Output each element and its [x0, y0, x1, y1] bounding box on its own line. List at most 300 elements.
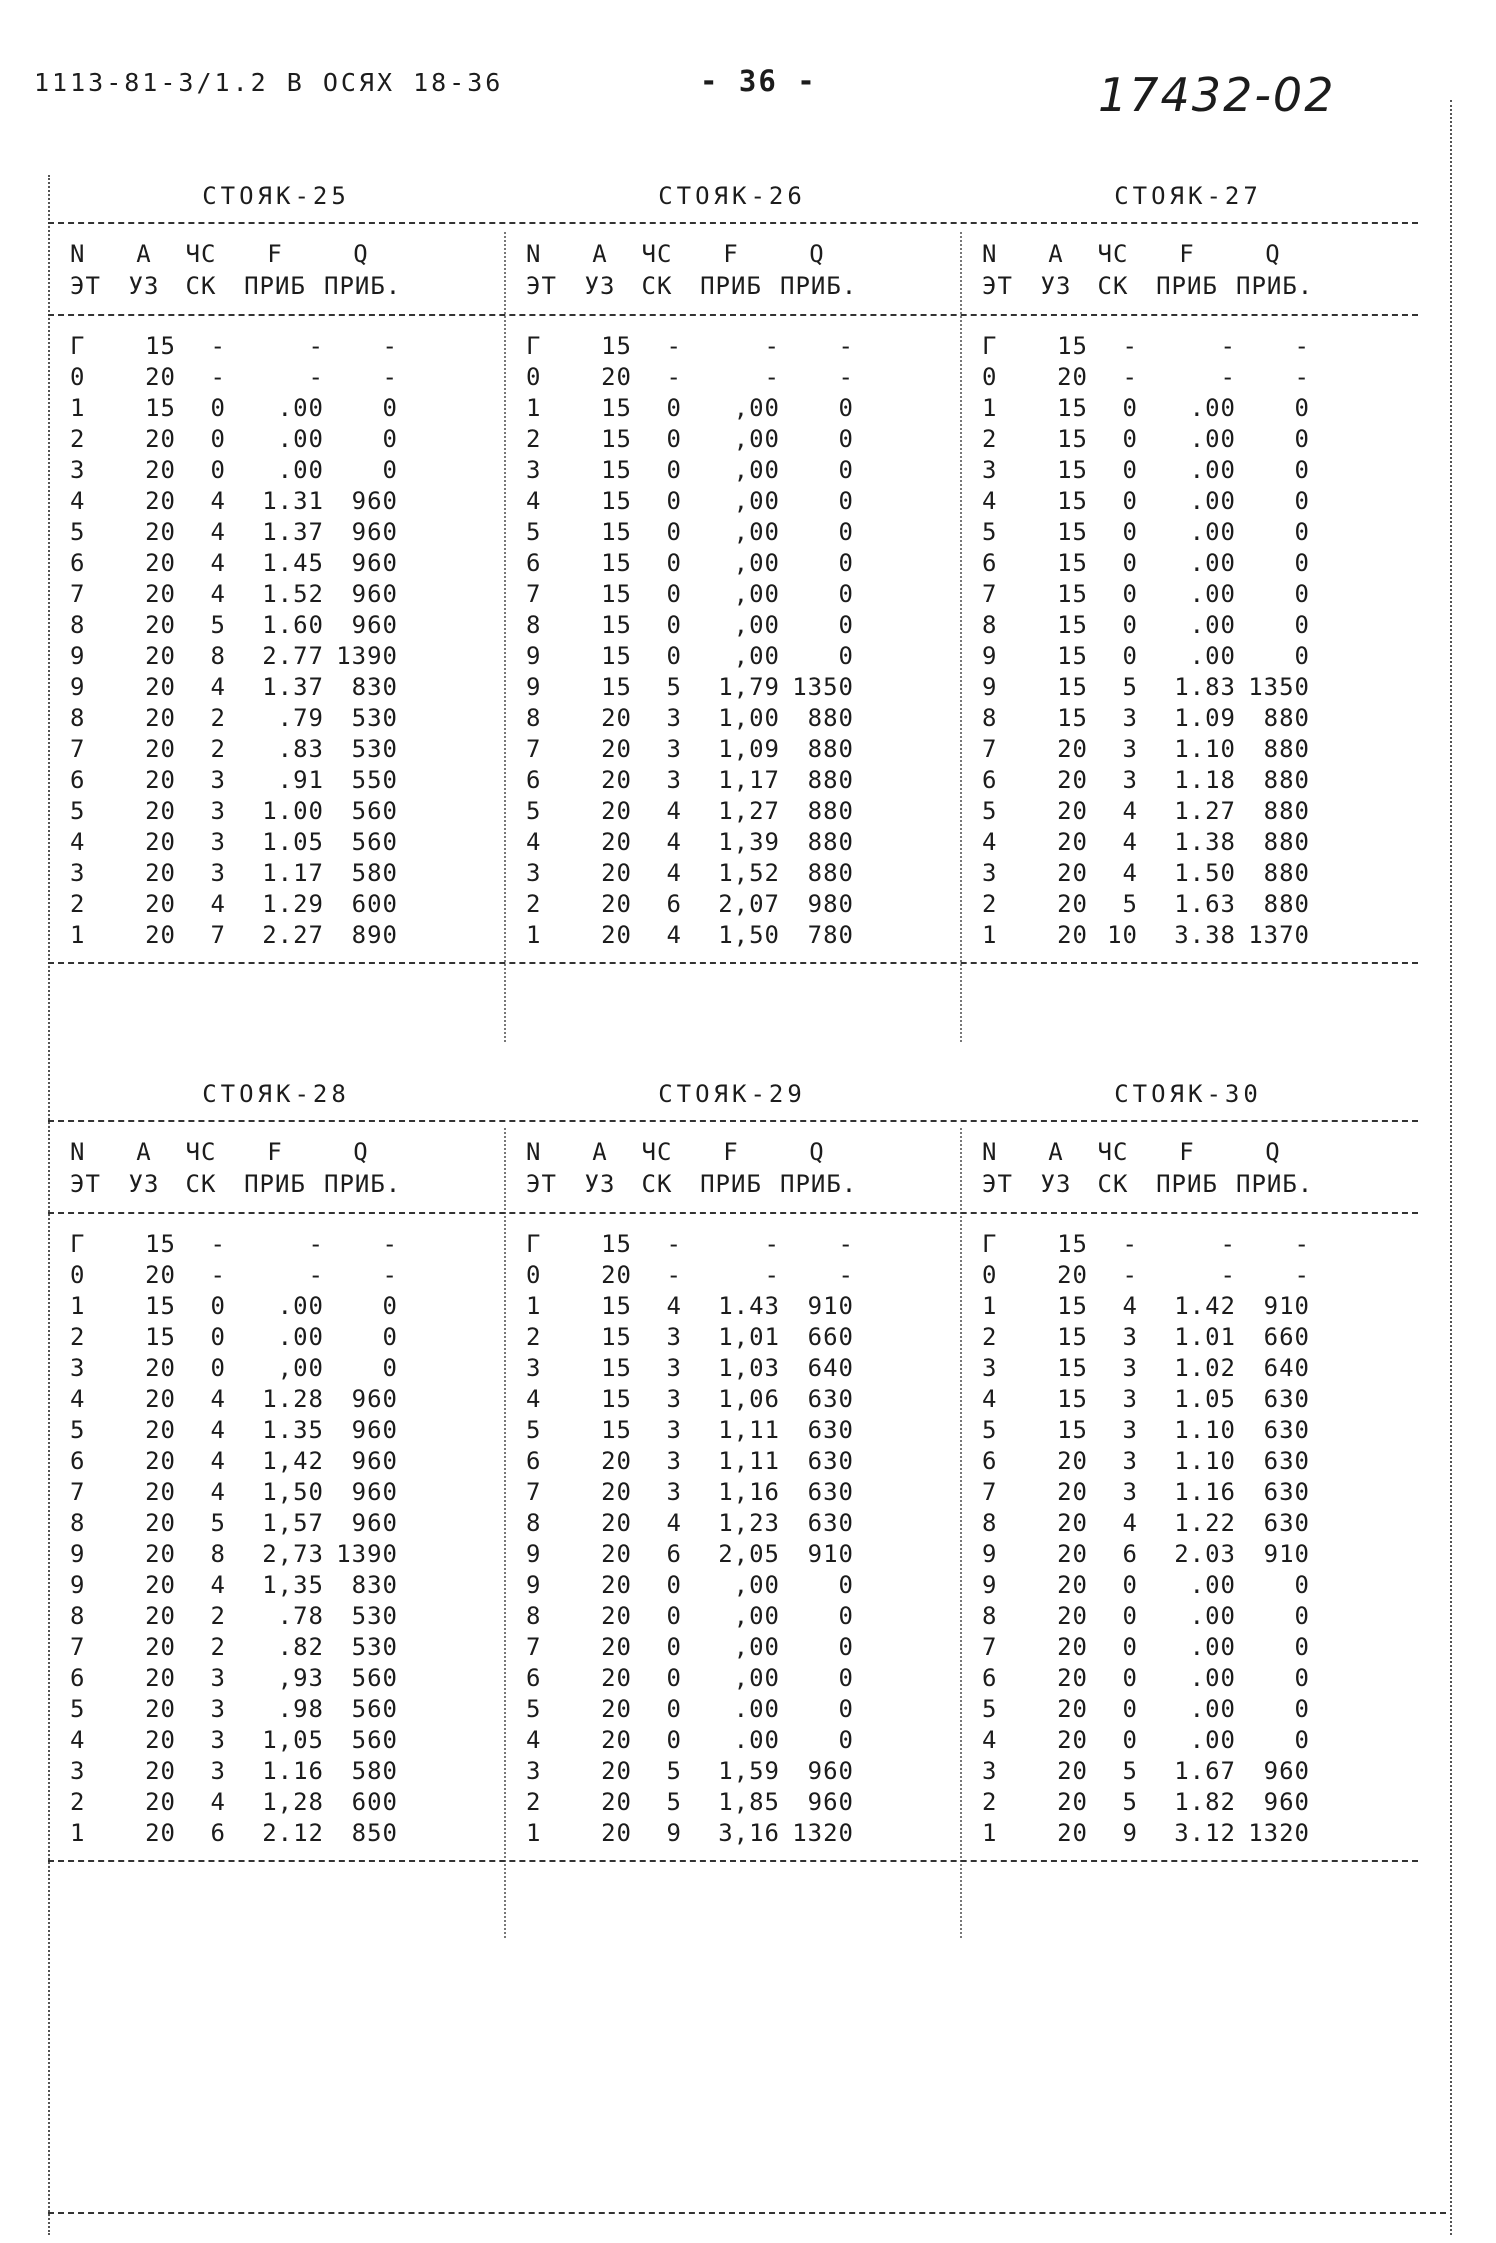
- table-cell: 15: [1057, 486, 1088, 515]
- table-cell: 530: [351, 734, 398, 763]
- table-cell: 20: [145, 1260, 176, 1289]
- table-cell: 960: [351, 610, 398, 639]
- stoyak-row-block: [504, 673, 960, 701]
- stoyak-row-block: [48, 1354, 504, 1382]
- table-cell: 1: [526, 920, 542, 949]
- table-cell: 1.09: [1174, 703, 1236, 732]
- table-cell: 1.42: [1174, 1291, 1236, 1320]
- column-header: ПРИБ.: [780, 1170, 858, 1198]
- table-cell: -: [838, 362, 854, 391]
- table-cell: 0: [666, 517, 682, 546]
- table-cell: 0: [1294, 517, 1310, 546]
- table-cell: 1,27: [718, 796, 780, 825]
- table-cell: 1,35: [262, 1570, 324, 1599]
- table-cell: Г: [70, 331, 86, 360]
- table-cell: 560: [351, 796, 398, 825]
- table-cell: 960: [351, 1477, 398, 1506]
- table-cell: 0: [1294, 1725, 1310, 1754]
- table-cell: 0: [666, 610, 682, 639]
- column-header: А: [592, 240, 608, 268]
- table-cell: 3: [526, 455, 542, 484]
- table-cell: 8: [526, 1508, 542, 1537]
- table-cell: 2: [70, 1322, 86, 1351]
- table-cell: 1: [526, 1291, 542, 1320]
- table-cell: 0: [1294, 1601, 1310, 1630]
- table-cell: 8: [70, 1508, 86, 1537]
- table-cell: 8: [526, 1601, 542, 1630]
- table-cell: 15: [601, 1291, 632, 1320]
- column-header: СК: [185, 1170, 217, 1198]
- table-cell: 1,52: [718, 858, 780, 887]
- table-cell: 2: [210, 1632, 226, 1661]
- table-cell: 20: [601, 1756, 632, 1785]
- table-cell: 2,07: [718, 889, 780, 918]
- table-cell: 5: [70, 1694, 86, 1723]
- table-cell: 630: [807, 1415, 854, 1444]
- document-code: 1113-81-3/1.2 В ОСЯХ 18-36: [34, 68, 504, 97]
- table-cell: 0: [1294, 1570, 1310, 1599]
- table-cell: 15: [601, 672, 632, 701]
- table-cell: 20: [601, 1477, 632, 1506]
- table-cell: .91: [277, 765, 324, 794]
- stoyak-row-block: [960, 921, 1416, 949]
- table-cell: 0: [666, 579, 682, 608]
- table-cell: 8: [70, 703, 86, 732]
- table-cell: 830: [351, 672, 398, 701]
- table-cell: 15: [1057, 424, 1088, 453]
- table-cell: 3: [666, 765, 682, 794]
- stoyak-row-block: [504, 1602, 960, 1630]
- stoyak-titles: [48, 170, 1418, 210]
- table-cell: .00: [1189, 486, 1236, 515]
- table-row: [48, 609, 1418, 640]
- table-cell: 4: [210, 889, 226, 918]
- table-row: [48, 857, 1418, 888]
- table-cell: 15: [145, 1322, 176, 1351]
- column-header-block: [504, 1138, 960, 1166]
- table-cell: 2.77: [262, 641, 324, 670]
- stoyak-row-block: [960, 487, 1416, 515]
- table-cell: -: [1220, 331, 1236, 360]
- stoyak-row-block: [48, 1540, 504, 1568]
- table-cell: 5: [526, 796, 542, 825]
- column-header: СК: [185, 272, 217, 300]
- table-cell: 0: [838, 1601, 854, 1630]
- column-header-block: [504, 1170, 960, 1198]
- table-cell: 3: [526, 1756, 542, 1785]
- table-cell: .78: [277, 1601, 324, 1630]
- table-cell: 7: [526, 1632, 542, 1661]
- table-cell: 20: [601, 1601, 632, 1630]
- stoyak-row-block: [960, 1757, 1416, 1785]
- table-cell: .98: [277, 1694, 324, 1723]
- stoyak-row-block: [48, 921, 504, 949]
- stoyak-row-block: [960, 642, 1416, 670]
- table-cell: 20: [1057, 734, 1088, 763]
- column-header-row: [48, 270, 1418, 302]
- table-cell: 0: [838, 1663, 854, 1692]
- table-cell: 1,57: [262, 1508, 324, 1537]
- table-cell: 630: [1263, 1384, 1310, 1413]
- table-cell: ,00: [733, 486, 780, 515]
- table-cell: 20: [1057, 1260, 1088, 1289]
- table-cell: 1,06: [718, 1384, 780, 1413]
- table-cell: .00: [277, 1322, 324, 1351]
- table-cell: 8: [210, 641, 226, 670]
- table-cell: 3: [210, 1725, 226, 1754]
- column-header: Q: [353, 1138, 369, 1166]
- table-cell: 1,59: [718, 1756, 780, 1785]
- table-cell: 7: [210, 920, 226, 949]
- table-cell: 3: [1122, 1477, 1138, 1506]
- table-cell: 1: [70, 1818, 86, 1847]
- table-cell: 5: [1122, 1756, 1138, 1785]
- table-cell: 0: [382, 1291, 398, 1320]
- table-cell: 640: [807, 1353, 854, 1382]
- table-cell: 630: [1263, 1477, 1310, 1506]
- table-cell: 1.27: [1174, 796, 1236, 825]
- table-cell: -: [382, 1260, 398, 1289]
- table-cell: 880: [807, 703, 854, 732]
- stoyak-row-block: [48, 1447, 504, 1475]
- page-bottom-rule: [48, 2212, 1446, 2214]
- table-cell: 2: [210, 1601, 226, 1630]
- table-cell: 9: [982, 1539, 998, 1568]
- stoyak-row-block: [48, 518, 504, 546]
- stoyak-row-block: [960, 611, 1416, 639]
- column-header: ПРИБ: [700, 272, 762, 300]
- table-cell: 0: [1122, 455, 1138, 484]
- table-cell: -: [666, 1260, 682, 1289]
- column-header-block: [48, 1170, 504, 1198]
- stoyak-row-block: [48, 456, 504, 484]
- column-header: ПРИБ.: [324, 272, 402, 300]
- table-cell: 0: [1122, 548, 1138, 577]
- table-row: [48, 454, 1418, 485]
- stoyak-row-block: [504, 1571, 960, 1599]
- stoyak-row-block: [48, 797, 504, 825]
- table-cell: 0: [666, 455, 682, 484]
- table-cell: 0: [382, 393, 398, 422]
- table-cell: 20: [1057, 858, 1088, 887]
- table-cell: 1.18: [1174, 765, 1236, 794]
- table-cell: 6: [210, 1818, 226, 1847]
- table-cell: 3: [210, 1756, 226, 1785]
- table-cell: -: [838, 1260, 854, 1289]
- stoyak-row-block: [960, 735, 1416, 763]
- table-cell: 2,73: [262, 1539, 324, 1568]
- stoyak-row-block: [504, 1416, 960, 1444]
- table-cell: 1350: [1248, 672, 1310, 701]
- table-cell: 6: [70, 765, 86, 794]
- table-cell: 1,50: [262, 1477, 324, 1506]
- table-cell: ,93: [277, 1663, 324, 1692]
- table-cell: 600: [351, 1787, 398, 1816]
- table-cell: 4: [70, 1384, 86, 1413]
- table-cell: 20: [601, 920, 632, 949]
- table-cell: 9: [526, 1539, 542, 1568]
- table-cell: 4: [1122, 796, 1138, 825]
- table-cell: .00: [733, 1725, 780, 1754]
- table-cell: 1,39: [718, 827, 780, 856]
- table-cell: .82: [277, 1632, 324, 1661]
- table-cell: 960: [807, 1787, 854, 1816]
- table-cell: 1,11: [718, 1415, 780, 1444]
- table-cell: 20: [145, 455, 176, 484]
- stoyak-row-block: [960, 363, 1416, 391]
- table-cell: 4: [526, 827, 542, 856]
- table-cell: 4: [70, 1725, 86, 1754]
- table-cell: -: [764, 331, 780, 360]
- table-cell: .00: [1189, 455, 1236, 484]
- stoyak-title: СТОЯК-30: [1114, 1080, 1262, 1108]
- table-cell: 1: [526, 1818, 542, 1847]
- table-cell: -: [666, 331, 682, 360]
- table-cell: 1.50: [1174, 858, 1236, 887]
- table-row: [48, 1662, 1418, 1693]
- stoyak-section-bottom: [48, 1068, 1418, 1876]
- table-cell: 660: [1263, 1322, 1310, 1351]
- table-cell: -: [666, 362, 682, 391]
- table-cell: 640: [1263, 1353, 1310, 1382]
- table-cell: 2,05: [718, 1539, 780, 1568]
- table-cell: 0: [1122, 424, 1138, 453]
- stoyak-row-block: [48, 487, 504, 515]
- table-cell: 1.16: [1174, 1477, 1236, 1506]
- table-cell: 3: [70, 455, 86, 484]
- table-cell: 20: [601, 1632, 632, 1661]
- table-cell: 20: [601, 1818, 632, 1847]
- table-cell: 3: [982, 1756, 998, 1785]
- table-cell: 3: [666, 1384, 682, 1413]
- table-cell: -: [1294, 1260, 1310, 1289]
- table-cell: 15: [601, 548, 632, 577]
- column-header: ЭТ: [526, 272, 557, 300]
- table-row: [48, 1693, 1418, 1724]
- stoyak-row-block: [504, 394, 960, 422]
- table-cell: 560: [351, 1725, 398, 1754]
- table-cell: 0: [838, 1570, 854, 1599]
- column-header: ПРИБ.: [1236, 272, 1314, 300]
- table-cell: 6: [526, 1663, 542, 1692]
- table-cell: 550: [351, 765, 398, 794]
- stoyak-row-block: [960, 1695, 1416, 1723]
- table-row: [48, 1538, 1418, 1569]
- table-cell: -: [1220, 1260, 1236, 1289]
- table-cell: 6: [70, 548, 86, 577]
- table-cell: 1.60: [262, 610, 324, 639]
- table-row: [48, 764, 1418, 795]
- column-header: СК: [1097, 1170, 1129, 1198]
- table-cell: 20: [145, 703, 176, 732]
- table-row: [48, 547, 1418, 578]
- table-cell: 3.12: [1174, 1818, 1236, 1847]
- table-cell: ,00: [733, 1601, 780, 1630]
- table-cell: 1320: [1248, 1818, 1310, 1847]
- table-cell: 20: [145, 765, 176, 794]
- table-cell: 5: [1122, 889, 1138, 918]
- table-row: [48, 1259, 1418, 1290]
- table-cell: 0: [382, 1353, 398, 1382]
- stoyak-row-block: [960, 797, 1416, 825]
- table-cell: 1.37: [262, 517, 324, 546]
- stoyak-row-block: [504, 859, 960, 887]
- column-header: ПРИБ.: [780, 272, 858, 300]
- column-header: А: [1048, 240, 1064, 268]
- table-cell: .00: [1189, 393, 1236, 422]
- stoyak-row-block: [504, 1447, 960, 1475]
- table-cell: 9: [70, 672, 86, 701]
- table-cell: 20: [1057, 1446, 1088, 1475]
- stoyak-row-block: [504, 1478, 960, 1506]
- table-cell: 9: [70, 641, 86, 670]
- table-cell: ,00: [733, 579, 780, 608]
- table-cell: -: [764, 362, 780, 391]
- table-cell: 2.12: [262, 1818, 324, 1847]
- table-cell: 1,79: [718, 672, 780, 701]
- table-cell: 5: [70, 1415, 86, 1444]
- stoyak-row-block: [960, 1447, 1416, 1475]
- stoyak-row-block: [504, 363, 960, 391]
- column-header: ПРИБ: [1156, 1170, 1218, 1198]
- table-cell: 2: [526, 1787, 542, 1816]
- column-header: СК: [1097, 272, 1129, 300]
- table-cell: -: [210, 1260, 226, 1289]
- table-cell: 20: [1057, 1508, 1088, 1537]
- table-cell: 1,05: [262, 1725, 324, 1754]
- stoyak-row-block: [504, 828, 960, 856]
- table-cell: 4: [210, 1570, 226, 1599]
- table-cell: 0: [838, 486, 854, 515]
- table-cell: 8: [526, 610, 542, 639]
- table-cell: 20: [1057, 1756, 1088, 1785]
- table-cell: 3: [526, 858, 542, 887]
- stoyak-row-block: [504, 1261, 960, 1289]
- table-cell: 2: [526, 1322, 542, 1351]
- table-cell: 630: [1263, 1415, 1310, 1444]
- table-cell: .00: [1189, 1694, 1236, 1723]
- table-cell: 1.83: [1174, 672, 1236, 701]
- table-row: [48, 1786, 1418, 1817]
- stoyak-section-top: [48, 170, 1418, 978]
- table-cell: 9: [526, 641, 542, 670]
- table-cell: 530: [351, 703, 398, 732]
- table-cell: 20: [1057, 1694, 1088, 1723]
- table-cell: 5: [1122, 672, 1138, 701]
- table-cell: 20: [601, 734, 632, 763]
- table-cell: 0: [982, 1260, 998, 1289]
- table-cell: 1,42: [262, 1446, 324, 1475]
- column-header-row: [48, 1136, 1418, 1168]
- table-cell: ,00: [733, 393, 780, 422]
- table-cell: 15: [1057, 1415, 1088, 1444]
- stoyak-row-block: [960, 580, 1416, 608]
- table-cell: 8: [526, 703, 542, 732]
- table-cell: 4: [1122, 858, 1138, 887]
- table-cell: 9: [982, 1570, 998, 1599]
- table-cell: 20: [145, 1353, 176, 1382]
- table-cell: 3: [210, 1694, 226, 1723]
- column-header-block: [504, 272, 960, 300]
- column-header: ЧС: [641, 1138, 673, 1166]
- table-cell: 20: [601, 1663, 632, 1692]
- table-cell: 20: [145, 1787, 176, 1816]
- stoyak-row-block: [504, 1323, 960, 1351]
- table-cell: 20: [601, 1570, 632, 1599]
- table-row: [48, 826, 1418, 857]
- stoyak-row-block: [960, 1571, 1416, 1599]
- table-cell: 1,00: [718, 703, 780, 732]
- stoyak-row-block: [48, 332, 504, 360]
- column-header: УЗ: [584, 272, 616, 300]
- table-cell: 0: [1122, 1632, 1138, 1661]
- column-header: УЗ: [1040, 1170, 1072, 1198]
- stoyak-row-block: [504, 1819, 960, 1847]
- table-cell: 1,01: [718, 1322, 780, 1351]
- table-cell: 880: [1263, 858, 1310, 887]
- table-cell: 15: [1057, 1229, 1088, 1258]
- stoyak-row-block: [48, 859, 504, 887]
- table-cell: 1: [982, 920, 998, 949]
- table-cell: -: [1122, 362, 1138, 391]
- table-cell: .00: [1189, 1632, 1236, 1661]
- column-header: F: [267, 1138, 283, 1166]
- table-cell: .00: [1189, 424, 1236, 453]
- table-cell: 4: [982, 827, 998, 856]
- table-cell: 6: [982, 1446, 998, 1475]
- table-row: [48, 330, 1418, 361]
- table-cell: 5: [526, 1694, 542, 1723]
- table-cell: 4: [210, 1384, 226, 1413]
- table-cell: 0: [1294, 1663, 1310, 1692]
- table-cell: ,00: [733, 610, 780, 639]
- column-header: N: [982, 240, 998, 268]
- handwritten-doc-number: 17432-02: [1098, 68, 1336, 122]
- stoyak-row-block: [504, 1726, 960, 1754]
- stoyak-row-block: [48, 1757, 504, 1785]
- table-cell: 15: [601, 424, 632, 453]
- table-cell: 7: [526, 1477, 542, 1506]
- table-cell: 1.05: [1174, 1384, 1236, 1413]
- table-cell: 15: [601, 393, 632, 422]
- table-cell: 530: [351, 1632, 398, 1661]
- table-cell: -: [1294, 1229, 1310, 1258]
- stoyak-row-block: [48, 425, 504, 453]
- stoyak-row-block: [504, 642, 960, 670]
- column-header: ЧС: [185, 240, 217, 268]
- table-row: [48, 671, 1418, 702]
- table-cell: 4: [210, 548, 226, 577]
- table-cell: 1390: [336, 641, 398, 670]
- table-cell: 15: [1057, 393, 1088, 422]
- table-cell: .00: [1189, 1725, 1236, 1754]
- table-cell: 20: [601, 1446, 632, 1475]
- table-cell: 3: [210, 827, 226, 856]
- table-cell: 0: [838, 424, 854, 453]
- column-header: F: [267, 240, 283, 268]
- column-header: ЭТ: [982, 272, 1013, 300]
- table-cell: 20: [145, 1632, 176, 1661]
- stoyak-row-block: [48, 1819, 504, 1847]
- table-cell: 3: [666, 734, 682, 763]
- table-cell: 0: [838, 610, 854, 639]
- table-cell: 2: [210, 703, 226, 732]
- table-cell: 4: [1122, 1508, 1138, 1537]
- table-cell: -: [1294, 362, 1310, 391]
- table-cell: 1.17: [262, 858, 324, 887]
- table-row: [48, 392, 1418, 423]
- table-cell: 1: [982, 1291, 998, 1320]
